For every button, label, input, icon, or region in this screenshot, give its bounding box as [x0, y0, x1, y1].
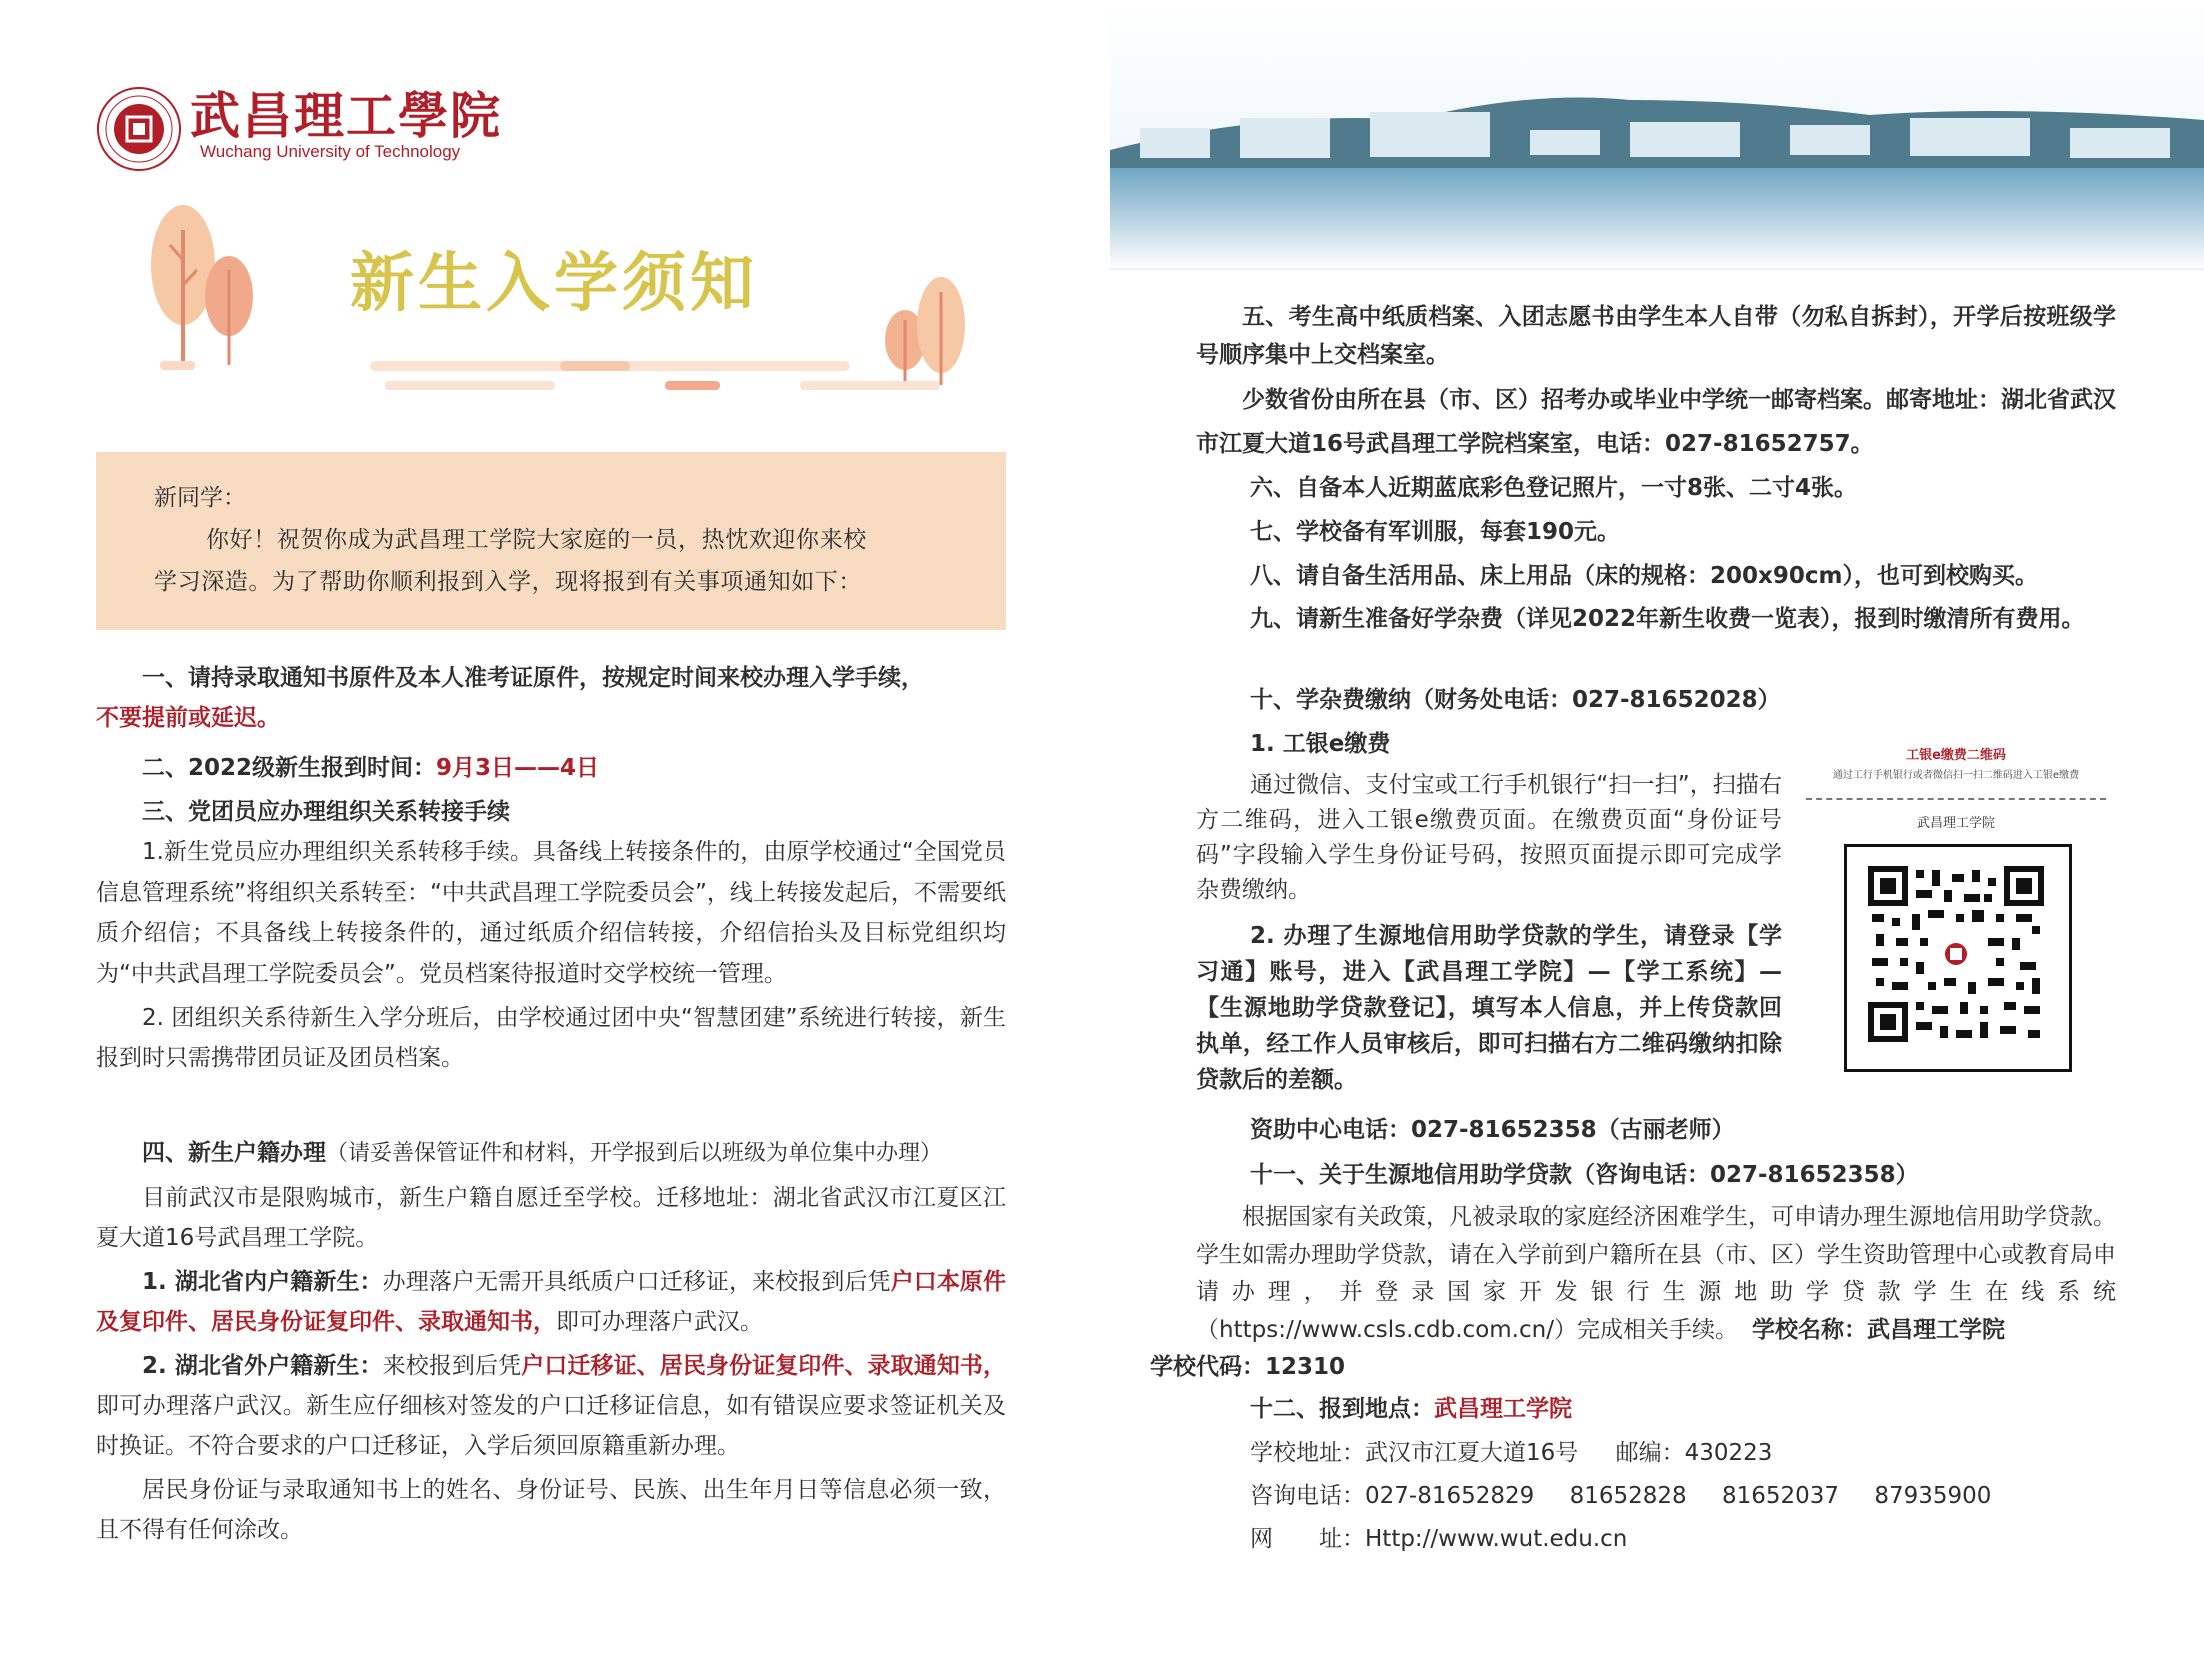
section-12-title: 十二、报到地点：: [1250, 1396, 1434, 1422]
qr-title: 工银e缴费二维码: [1906, 748, 2006, 763]
section-4-last-paragraph: 居民身份证与录取通知书上的姓名、身份证号、民族、出生年月日等信息必须一致，且不得有任何涂改。: [96, 1477, 1006, 1543]
phone-1: 027-81652829: [1365, 1483, 1535, 1509]
section-4-title: 四、新生户籍办理: [142, 1140, 326, 1166]
school-address-row: [1250, 1433, 1772, 1473]
section-4-hubei-text: 办理落户无需开具纸质户口迁移证，来校报到后凭: [382, 1269, 891, 1295]
website-label: 网 址：: [1250, 1526, 1365, 1552]
section-11-school: 学校名称：武昌理工学院: [1751, 1316, 2005, 1343]
qr-divider: [1806, 798, 2106, 800]
section-10: 十、学杂费缴纳（财务处电话：027-81652028）: [1250, 687, 1781, 713]
greeting-line1: 你好！祝贺你成为武昌理工学院大家庭的一员，热忱欢迎你来校: [206, 527, 867, 553]
greeting-line2: 学习深造。为了帮助你顺利报到入学，现将报到有关事项通知如下：: [154, 569, 862, 595]
section-9: 九、请新生准备好学杂费（详见2022年新生收费一览表），报到时缴清所有费用。: [1250, 606, 2085, 632]
section-3-paragraph-2: 2. 团组织关系待新生入学分班后，由学校通过团中央“智慧团建”系统进行转接，新生报到时只需携带团员证及团员档案。: [96, 1005, 1006, 1071]
section-11-code: 学校代码：12310: [1150, 1354, 1346, 1380]
section-11: 十一、关于生源地信用助学贷款（咨询电话：027-81652358）: [1250, 1162, 1919, 1188]
section-4-outside-end: 即可办理落户武汉。新生应仔细核对签发的户口迁移证信息，如有错误应要求签证机关及时换证。不符合要求的户口迁移证，入学后须回原籍重新办理。: [96, 1393, 1006, 1459]
section-10-loan-text: 2. 办理了生源地信用助学贷款的学生，请登录【学习通】账号，进入【武昌理工学院】—【学工系统】—【生源地助学贷款登记】，填写本人信息，并上传贷款回执单，经工作人员审核后，即可扫描右方二维码缴纳扣除贷款后的差额。: [1196, 923, 1782, 1093]
qr-subtitle: 通过工行手机银行或者微信扫一扫二维码进入工银e缴费: [1832, 770, 2080, 781]
section-10-icbc-text: 通过微信、支付宝或工行手机银行“扫一扫”，扫描右方二维码，进入工银e缴费页面。在缴费页面“身份证号码”字段输入学生身份证号码，按照页面提示即可完成学杂费缴纳。: [1196, 772, 1782, 903]
section-4-outside-title: 2. 湖北省外户籍新生：: [142, 1353, 383, 1379]
section-5-paragraph: 少数省份由所在县（市、区）招考办或毕业中学统一邮寄档案。邮寄地址：湖北省武汉市江夏大道16号武昌理工学院档案室，电话：027-81652757。: [1196, 387, 2116, 457]
section-11-block: [1150, 1199, 2116, 1387]
qr-code-icon: [1868, 866, 2044, 1042]
phone-row: [1250, 1476, 1991, 1516]
section-10-icbc-title: 1. 工银e缴费: [1250, 731, 1391, 757]
section-1-title: 一、请持录取通知书原件及本人准考证原件，按规定时间来校办理入学手续，: [142, 665, 924, 691]
page-title: 新生入学须知: [350, 247, 758, 321]
section-4-outside-docs: 户口迁移证、居民身份证复印件、录取通知书，: [521, 1353, 1007, 1379]
section-8: 八、请自备生活用品、床上用品（床的规格：200x90cm），也可到校购买。: [1250, 563, 2038, 589]
greeting-salutation: 新同学：: [154, 485, 246, 511]
section-1-note: 不要提前或延迟。: [96, 705, 280, 731]
section-4-outside-text: 来校报到后凭: [382, 1353, 522, 1379]
section-5: [1196, 298, 2116, 466]
section-4-hubei-docs: 户口本原件及复印件、居民身份证复印件、录取通知书，: [96, 1269, 1007, 1335]
campus-panorama: [1110, 0, 2204, 270]
phone-3: 81652037: [1721, 1483, 1840, 1509]
phone-4: 87935900: [1874, 1483, 1992, 1509]
section-5-title: 五、考生高中纸质档案、入团志愿书由学生本人自带（勿私自拆封），开学后按班级学号顺序集中上交档案室。: [1196, 304, 2116, 368]
school-name-cn: 武昌理工學院: [190, 86, 502, 145]
section-4-hubei-title: 1. 湖北省内户籍新生：: [142, 1269, 383, 1295]
ground-decoration: [160, 355, 960, 405]
address-value: 武汉市江夏大道16号: [1365, 1440, 1579, 1466]
section-6: 六、自备本人近期蓝底彩色登记照片，一寸8张、二寸4张。: [1250, 475, 1858, 501]
phone-label: 咨询电话：: [1250, 1483, 1365, 1509]
section-2: [96, 748, 1006, 788]
school-logo: [96, 86, 182, 172]
address-label: 学校地址：: [1250, 1440, 1365, 1466]
section-2-title: 二、2022级新生报到时间：: [142, 755, 437, 781]
website-row: [1250, 1519, 1627, 1559]
qr-school-name: 武昌理工学院: [1916, 816, 1995, 831]
section-3-paragraph-1: 1.新生党员应办理组织关系转移手续。具备线上转接条件的，由原学校通过“全国党员信息管理系统”将组织关系转至：“中共武昌理工学院委员会”，线上转接发起后，不需要纸质介绍信；不具备线上转接条件的，通过纸质介绍信转接，介绍信抬头及目标党组织均为“中共武昌理工学院委员会”。党员档案待报道时交学校统一管理。: [96, 839, 1006, 987]
section-11-paragraph: 根据国家有关政策，凡被录取的家庭经济困难学生，可申请办理生源地信用助学贷款。学生如需办理助学贷款，请在入学前到户籍所在县（市、区）学生资助管理中心或教育局申请办理，并登录国家开发银行生源地助学贷款学生在线系统（https://www.csls.cdb.com.cn/）完成相关手续。: [1196, 1204, 2116, 1343]
section-4-paragraph-1: 目前武汉市是限购城市，新生户籍自愿迁至学校。迁移地址：湖北省武汉市江夏区江夏大道16号武昌理工学院。: [96, 1185, 1006, 1251]
phone-2: 81652828: [1569, 1483, 1687, 1509]
school-name-en: Wuchang University of Technology: [200, 142, 461, 161]
section-12: [1196, 1389, 2116, 1429]
section-3: [96, 792, 1006, 1078]
aid-center-phone: 资助中心电话：027-81652358（古丽老师）: [1250, 1117, 1735, 1143]
section-12-place: 武昌理工学院: [1434, 1396, 1572, 1422]
section-4-note: （请妥善保管证件和材料，开学报到后以班级为单位集中办理）: [326, 1141, 943, 1166]
section-4-hubei-end: 即可办理落户武汉。: [556, 1309, 763, 1335]
tree-decoration-left: [145, 200, 265, 370]
section-1: [96, 658, 1006, 738]
zip-label: 邮编：: [1615, 1440, 1685, 1466]
zip-value: 430223: [1684, 1440, 1773, 1466]
section-4: [96, 1133, 1006, 1550]
section-3-title: 三、党团员应办理组织关系转接手续: [142, 799, 510, 825]
website-link[interactable]: Http://www.wut.edu.cn: [1365, 1526, 1628, 1552]
report-date: 9月3日——4日: [436, 755, 600, 781]
section-7: 七、学校备有军训服，每套190元。: [1250, 519, 1621, 545]
